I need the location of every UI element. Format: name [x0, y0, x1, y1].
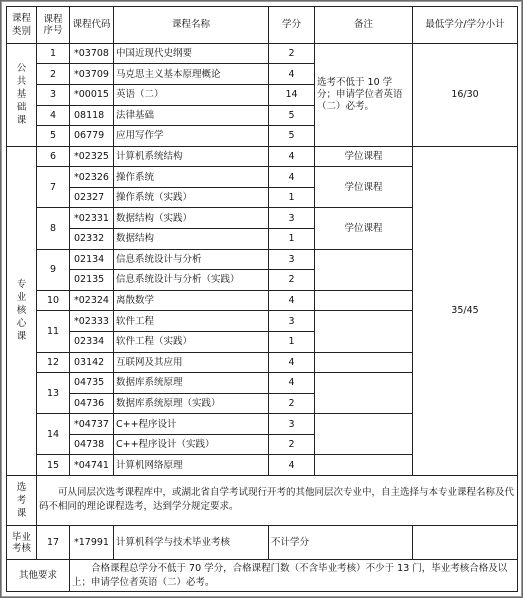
course-credit: 4: [269, 352, 315, 373]
header-category: 课程类别: [7, 7, 37, 44]
course-remark: [315, 455, 413, 476]
course-name: 数据结构（实践）: [114, 208, 269, 229]
course-credit: 5: [269, 105, 315, 126]
course-code: *02326: [70, 167, 114, 188]
course-credit: 3: [269, 311, 315, 332]
course-credit: 2: [269, 270, 315, 291]
graduation-category-cell: 毕业考核: [7, 525, 37, 560]
course-code: *02331: [70, 208, 114, 229]
course-credit: 5: [269, 126, 315, 147]
course-name: 中国近现代史纲要: [114, 43, 269, 64]
course-name: 互联网及其应用: [114, 352, 269, 373]
course-credit: 4: [269, 455, 315, 476]
header-code: 课程代码: [70, 7, 114, 44]
course-name: 应用写作学: [114, 126, 269, 147]
graduation-row: [7, 525, 518, 560]
course-code: *03708: [70, 43, 114, 64]
graduation-empty-cell: [413, 525, 518, 560]
course-name: C++程序设计: [114, 414, 269, 435]
other-requirements-label: 其他要求: [7, 560, 70, 592]
course-name: 操作系统: [114, 167, 269, 188]
public-subtotal: 16/30: [413, 43, 518, 146]
header-credit: 学分: [269, 7, 315, 44]
course-seq: 9: [37, 249, 70, 290]
course-seq: 1: [37, 43, 70, 64]
header-name: 课程名称: [114, 7, 269, 44]
public-course-row: [7, 43, 518, 64]
course-remark: [315, 414, 413, 455]
course-remark: [315, 373, 413, 414]
public-remark: 选考不低于 10 学分；申请学位者英语（二）必考。: [315, 43, 413, 146]
course-credit: 3: [269, 414, 315, 435]
other-requirements-text: 合格课程总学分不低于 70 学分，合格课程门数（不含毕业考核）不少于 13 门，毕业考核合格及以上；申请学位者英语（二）必考。: [70, 560, 518, 592]
course-name: 法律基础: [114, 105, 269, 126]
header-min-credit: 最低学分/学分小计: [413, 7, 518, 44]
course-name: 计算机系统结构: [114, 146, 269, 167]
course-name: 计算机网络原理: [114, 455, 269, 476]
course-credit: 2: [269, 43, 315, 64]
course-code: *02333: [70, 311, 114, 332]
course-code: 04735: [70, 373, 114, 394]
course-name: 计算机科学与技术毕业考核: [114, 525, 269, 560]
course-code: 04738: [70, 434, 114, 455]
course-seq: 4: [37, 105, 70, 126]
course-name: 信息系统设计与分析: [114, 249, 269, 270]
course-remark: [315, 352, 413, 373]
course-name: 数据库系统原理（实践）: [114, 393, 269, 414]
course-name: C++程序设计（实践）: [114, 434, 269, 455]
course-credit: 不计学分: [269, 525, 413, 560]
course-name: 操作系统（实践）: [114, 187, 269, 208]
course-seq: 17: [37, 525, 70, 560]
course-credit: 1: [269, 229, 315, 250]
core-course-row: [7, 146, 518, 167]
course-seq: 14: [37, 414, 70, 455]
course-credit: 4: [269, 373, 315, 394]
course-credit: 3: [269, 249, 315, 270]
course-code: *04737: [70, 414, 114, 435]
course-seq: 3: [37, 84, 70, 105]
course-remark: 学位课程: [315, 208, 413, 249]
course-seq: 2: [37, 64, 70, 85]
elective-category-cell: 选 考 课: [7, 475, 37, 525]
course-seq: 8: [37, 208, 70, 249]
course-seq: 11: [37, 311, 70, 352]
course-code: *02324: [70, 290, 114, 311]
elective-row: [7, 475, 518, 525]
course-credit: 14: [269, 84, 315, 105]
course-name: 软件工程: [114, 311, 269, 332]
course-name: 离散数学: [114, 290, 269, 311]
course-credit: 1: [269, 187, 315, 208]
course-seq: 10: [37, 290, 70, 311]
course-credit: 4: [269, 167, 315, 188]
course-seq: 12: [37, 352, 70, 373]
course-name: 英语（二）: [114, 84, 269, 105]
course-code: *00015: [70, 84, 114, 105]
header-seq: 课程序号: [37, 7, 70, 44]
header-row: [7, 7, 518, 44]
course-code: 02327: [70, 187, 114, 208]
course-remark: [315, 290, 413, 311]
core-subtotal: 35/45: [413, 146, 518, 475]
course-remark: 学位课程: [315, 146, 413, 167]
course-code: *03709: [70, 64, 114, 85]
course-name: 软件工程（实践）: [114, 331, 269, 352]
other-requirements-row: [7, 560, 518, 592]
course-name: 数据结构: [114, 229, 269, 250]
course-credit: 1: [269, 331, 315, 352]
course-name: 马克思主义基本原理概论: [114, 64, 269, 85]
course-code: *17991: [70, 525, 114, 560]
core-category-cell: 专 业 核 心 课: [7, 146, 37, 475]
course-code: 04736: [70, 393, 114, 414]
course-credit: 4: [269, 64, 315, 85]
course-code: 03142: [70, 352, 114, 373]
course-credit: 4: [269, 290, 315, 311]
course-credit: 3: [269, 208, 315, 229]
course-remark: [315, 311, 413, 352]
header-remark: 备注: [315, 7, 413, 44]
course-credit: 2: [269, 393, 315, 414]
course-seq: 5: [37, 126, 70, 147]
curriculum-table: [6, 6, 518, 592]
course-seq: 13: [37, 373, 70, 414]
course-code: 02135: [70, 270, 114, 291]
course-remark: 学位课程: [315, 167, 413, 208]
course-code: 08118: [70, 105, 114, 126]
course-code: *04741: [70, 455, 114, 476]
course-seq: 15: [37, 455, 70, 476]
course-code: 02334: [70, 331, 114, 352]
course-code: 02134: [70, 249, 114, 270]
course-remark: [315, 249, 413, 290]
course-name: 信息系统设计与分析（实践）: [114, 270, 269, 291]
course-credit: 2: [269, 434, 315, 455]
course-seq: 6: [37, 146, 70, 167]
course-seq: 7: [37, 167, 70, 208]
course-name: 数据库系统原理: [114, 373, 269, 394]
public-category-cell: 公 共 基 础 课: [7, 43, 37, 146]
course-credit: 4: [269, 146, 315, 167]
elective-description: 可从同层次选考课程库中，或湖北省自学考试现行开考的其他同层次专业中，自主选择与本专业课程名称及代码不相同的理论课程选考，达到学分规定要求。: [37, 475, 518, 525]
course-code: 02332: [70, 229, 114, 250]
course-code: *02325: [70, 146, 114, 167]
course-code: 06779: [70, 126, 114, 147]
